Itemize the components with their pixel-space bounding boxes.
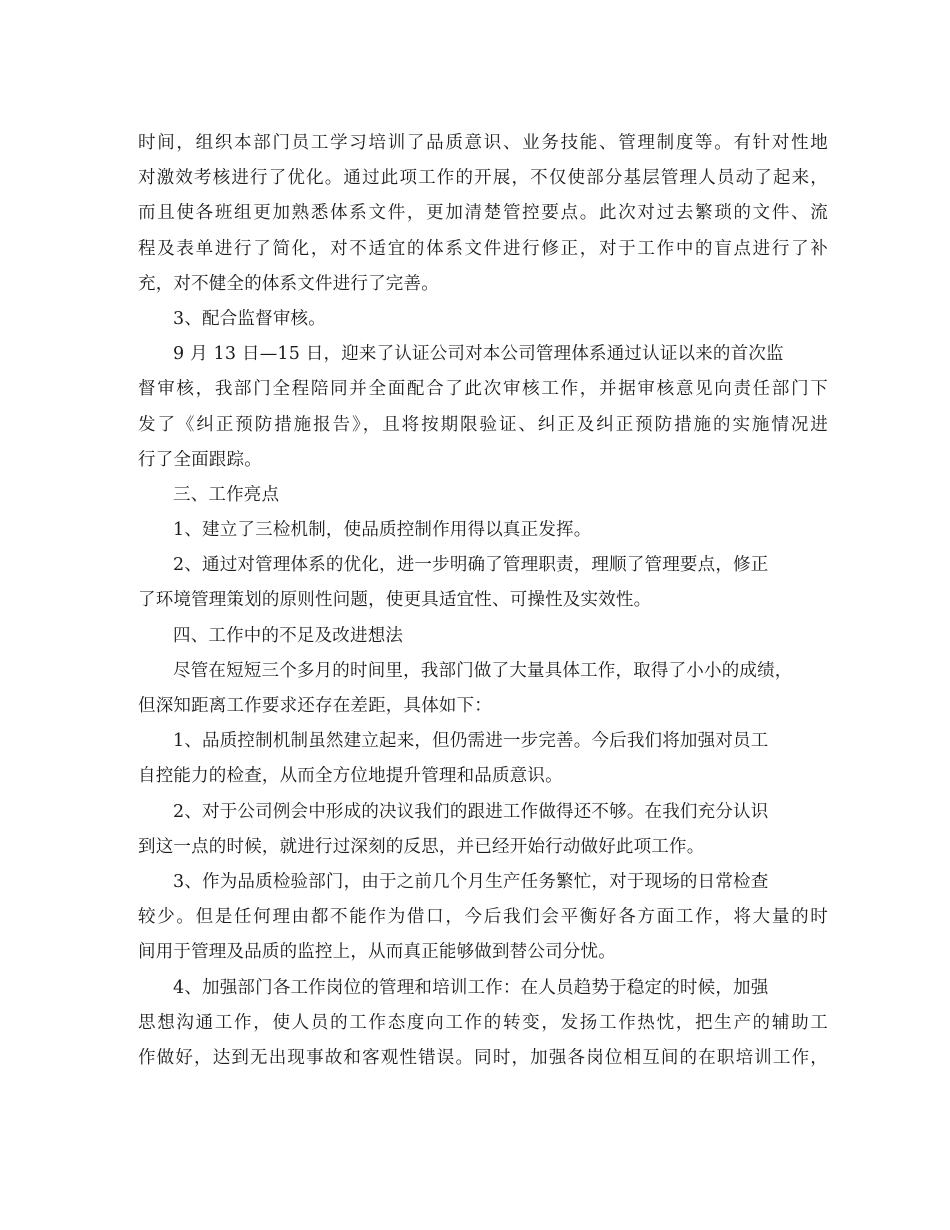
text-line: 自控能力的检查，从而全方位地提升管理和品质意识。 xyxy=(138,766,563,787)
text-line: 到这一点的时候，就进行过深刻的反思，并已经开始行动做好此项工作。 xyxy=(138,836,705,857)
text-line: 4、加强部门各工作岗位的管理和培训工作：在人员趋势于稳定的时候，加强 xyxy=(173,977,769,998)
text-line: 3、作为品质检验部门，由于之前几个月生产任务繁忙，对于现场的日常检查 xyxy=(173,871,769,892)
text-line: 程及表单进行了简化，对不适宜的体系文件进行修正，对于工作中的盲点进行了补 xyxy=(138,238,828,259)
text-line: 四、工作中的不足及改进想法 xyxy=(173,625,404,646)
text-line: 时间，组织本部门员工学习培训了品质意识、业务技能、管理制度等。有针对性地 xyxy=(138,133,828,153)
text-line: 督审核，我部门全程陪同并全面配合了此次审核工作，并据审核意见向责任部门下 xyxy=(138,379,828,400)
text-line: 尽管在短短三个多月的时间里，我部门做了大量具体工作，取得了小小的成绩， xyxy=(173,660,793,681)
text-line: 1、建立了三检机制，使品质控制作用得以真正发挥。 xyxy=(173,520,592,541)
text-line: 9 月 13 日—15 日，迎来了认证公司对本公司管理体系通过认证以来的首次监 xyxy=(173,344,784,365)
text-line: 但深知距离工作要求还存在差距，具体如下： xyxy=(138,696,492,716)
text-line: 充，对不健全的体系文件进行了完善。 xyxy=(138,273,439,294)
text-line: 行了全面跟踪。 xyxy=(138,449,262,470)
text-line: 3、配合监督审核。 xyxy=(173,308,326,329)
text-line: 间用于管理及品质的监控上，从而真正能够做到替公司分忧。 xyxy=(138,942,616,963)
text-line: 发了《纠正预防措施报告》，且将按期限验证、纠正及纠正预防措施的实施情况进 xyxy=(138,414,828,435)
text-line: 较少。但是任何理由都不能作为借口，今后我们会平衡好各方面工作，将大量的时 xyxy=(138,907,828,928)
text-line: 思想沟通工作，使人员的工作态度向工作的转变，发扬工作热忱，把生产的辅助工 xyxy=(138,1012,828,1033)
text-line: 了环境管理策划的原则性问题，使更具适宜性、可操性及实效性。 xyxy=(138,590,652,611)
text-line: 而且使各班组更加熟悉体系文件，更加清楚管控要点。此次对过去繁琐的文件、流 xyxy=(138,203,828,224)
document-body xyxy=(138,126,828,1076)
text-line: 1、品质控制机制虽然建立起来，但仍需进一步完善。今后我们将加强对员工 xyxy=(173,731,769,752)
text-line: 作做好，达到无出现事故和客观性错误。同时，加强各岗位相互间的在职培训工作， xyxy=(138,1047,828,1068)
text-line: 2、对于公司例会中形成的决议我们的跟进工作做得还不够。在我们充分认识 xyxy=(173,801,769,822)
text-line: 2、通过对管理体系的优化，进一步明确了管理职责，理顺了管理要点，修正 xyxy=(173,555,769,576)
text-line: 三、工作亮点 xyxy=(173,484,280,505)
text-line: 对激效考核进行了优化。通过此项工作的开展，不仅使部分基层管理人员动了起来， xyxy=(138,168,828,189)
